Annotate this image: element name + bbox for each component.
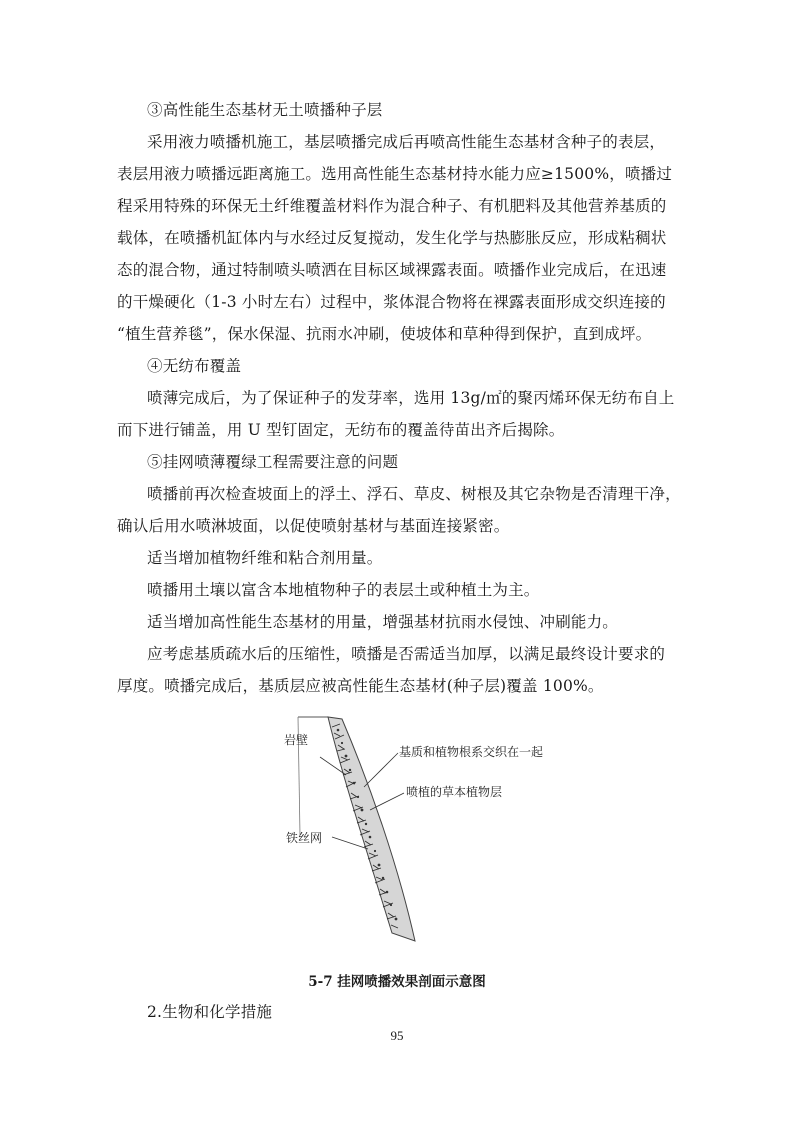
figure-caption: 5-7 挂网喷播效果剖面示意图 xyxy=(308,974,486,990)
paragraph-line: 适当增加植物纤维和粘合剂用量。 xyxy=(147,549,383,567)
paragraph-line: 喷播前再次检查坡面上的浮土、浮石、草皮、树根及其它杂物是否清理干净， xyxy=(147,485,681,503)
cross-section-figure xyxy=(280,715,580,950)
section-3-title: ③高性能生态基材无土喷播种子层 xyxy=(147,101,383,119)
section-4-title: ④无纺布覆盖 xyxy=(147,357,242,375)
label-wire-mesh: 铁丝网 xyxy=(286,831,323,845)
paragraph-line: 确认后用水喷淋坡面，以促使喷射基材与基面连接紧密。 xyxy=(117,517,510,535)
paragraph-line: 态的混合物，通过特制喷头喷洒在目标区域裸露表面。喷播作业完成后，在迅速 xyxy=(117,261,667,279)
paragraph-line: 而下进行铺盖，用 U 型钉固定，无纺布的覆盖待苗出齐后揭除。 xyxy=(117,421,565,439)
paragraph-line: 适当增加高性能生态基材的用量，增强基材抗雨水侵蚀、冲刷能力。 xyxy=(147,613,619,631)
paragraph-line: 喷播用土壤以富含本地植物种子的表层土或种植土为主。 xyxy=(147,581,540,599)
paragraph-line: 应考虑基质疏水后的压缩性，喷播是否需适当加厚，以满足最终设计要求的 xyxy=(147,645,666,663)
paragraph-line: 厚度。喷播完成后，基质层应被高性能生态基材(种子层)覆盖 100%。 xyxy=(117,677,604,695)
paragraph-line: 程采用特殊的环保无土纤维覆盖材料作为混合种子、有机肥料及其他营养基质的 xyxy=(117,197,667,215)
section-5-title: ⑤挂网喷薄覆绿工程需要注意的问题 xyxy=(147,453,399,471)
page-number: 95 xyxy=(390,1028,404,1043)
paragraph-line: 喷薄完成后，为了保证种子的发芽率，选用 13g/㎡的聚丙烯环保无纺布自上 xyxy=(147,389,675,407)
paragraph-line: 载体，在喷播机缸体内与水经过反复搅动，发生化学与热膨胀反应，形成粘稠状 xyxy=(117,229,667,247)
label-plant-layer: 喷植的草本植物层 xyxy=(406,785,503,799)
label-roots-interwoven: 基质和植物根系交织在一起 xyxy=(399,745,544,759)
next-section-heading: 2.生物和化学措施 xyxy=(147,1003,273,1021)
label-rock-wall: 岩壁 xyxy=(284,733,309,747)
paragraph-line: 的干燥硬化（1-3 小时左右）过程中，浆体混合物将在裸露表面形成交织连接的 xyxy=(117,293,666,311)
paragraph-line: 采用液力喷播机施工，基层喷播完成后再喷高性能生态基材含种子的表层， xyxy=(147,133,666,151)
paragraph-line: 表层用液力喷播远距离施工。选用高性能生态基材持水能力应≥1500%，喷播过 xyxy=(117,165,673,183)
paragraph-line: “植生营养毯”，保水保湿、抗雨水冲刷，使坡体和草种得到保护，直到成坪。 xyxy=(117,325,652,343)
